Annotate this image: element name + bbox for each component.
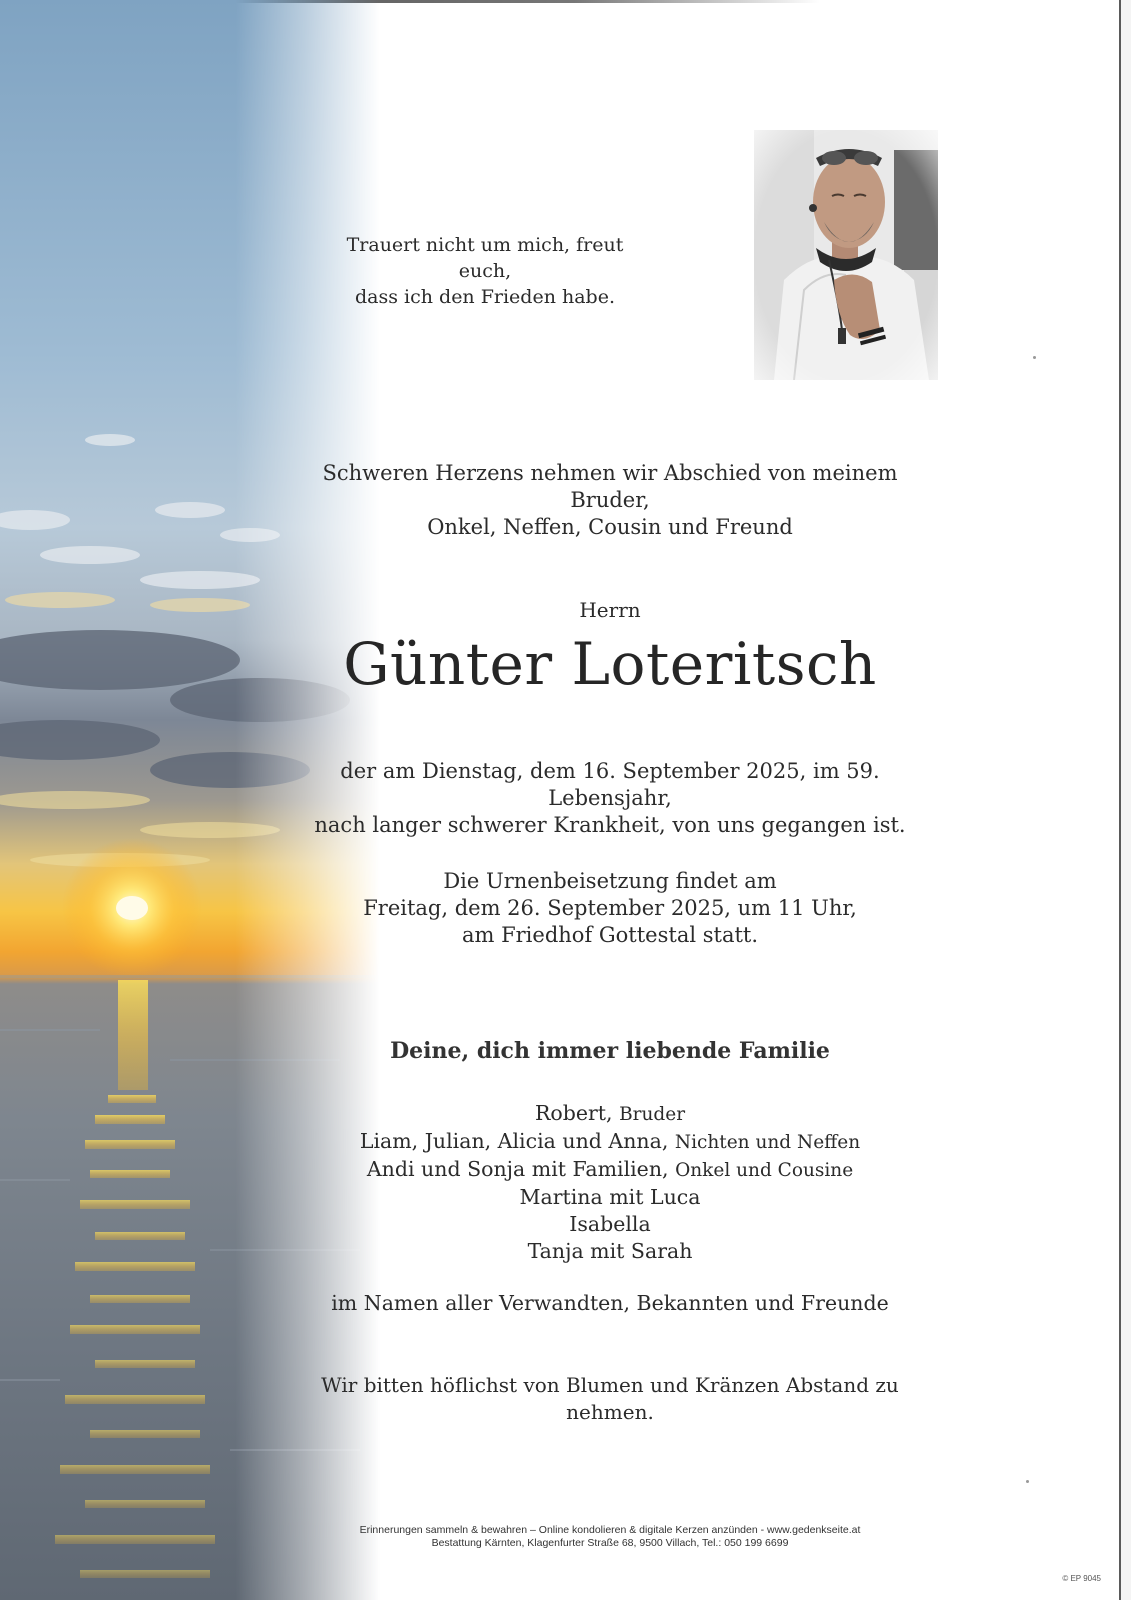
mourner-line <box>300 1184 920 1211</box>
mourner-line <box>300 1128 920 1156</box>
mourners-list <box>300 1100 920 1265</box>
scan-speck <box>1026 1480 1029 1483</box>
funeral-info <box>330 868 890 949</box>
funeral-line-1: Die Urnenbeisetzung findet am <box>443 869 777 893</box>
death-line-2: nach langer schwerer Krankheit, von uns gegangen ist. <box>314 813 906 837</box>
mourner-names: Liam, Julian, Alicia und Anna, <box>359 1129 669 1153</box>
footer-line-1: Erinnerungen sammeln & bewahren – Online kondolieren & digitale Kerzen anzünden - www.gedenkseite.at <box>359 1524 861 1536</box>
scan-speck <box>1033 356 1036 359</box>
memorial-quote <box>330 232 640 310</box>
footer <box>260 1524 960 1550</box>
mourner-line <box>300 1238 920 1265</box>
mourner-relation: Nichten und Neffen <box>674 1132 861 1153</box>
quote-line-1: Trauert nicht um mich, freut euch, <box>346 234 624 282</box>
family-heading: Deine, dich immer liebende Familie <box>390 1038 830 1064</box>
portrait-photo <box>754 130 938 380</box>
intro-line-2: Onkel, Neffen, Cousin und Freund <box>427 515 793 539</box>
flower-request: Wir bitten höflichst von Blumen und Kränzen Abstand zu nehmen. <box>321 1373 899 1424</box>
mourner-names: Martina mit Luca <box>519 1185 701 1209</box>
footer-line-2: Bestattung Kärnten, Klagenfurter Straße 68, 9500 Villach, Tel.: 050 199 6699 <box>431 1537 789 1549</box>
closing-line: im Namen aller Verwandten, Bekannten und Freunde <box>331 1291 889 1315</box>
mourner-names: Tanja mit Sarah <box>527 1239 693 1263</box>
mourner-relation: Onkel und Cousine <box>675 1160 854 1181</box>
mourner-line <box>300 1211 920 1238</box>
mourner-relation: Bruder <box>619 1104 686 1125</box>
funeral-line-3: am Friedhof Gottestal statt. <box>461 923 759 947</box>
death-line-1: der am Dienstag, dem 16. September 2025, im 59. Lebensjahr, <box>340 759 880 810</box>
scan-edge-right-shade <box>1121 0 1131 1600</box>
mourner-names: Andi und Sonja mit Familien, <box>366 1157 669 1181</box>
salutation: Herrn <box>579 598 641 622</box>
mourner-names: Robert, <box>534 1101 613 1125</box>
mourner-line <box>300 1100 920 1128</box>
deceased-name: Günter Loteritsch <box>343 630 877 698</box>
intro-line-1: Schweren Herzens nehmen wir Abschied von meinem Bruder, <box>322 461 898 512</box>
mourner-names: Isabella <box>569 1212 651 1236</box>
print-code: © EP 9045 <box>1062 1574 1101 1583</box>
funeral-line-2: Freitag, dem 26. September 2025, um 11 Uhr, <box>363 896 857 920</box>
death-notice <box>290 758 930 839</box>
quote-line-2: dass ich den Frieden habe. <box>355 286 615 308</box>
scan-edge-right <box>1119 0 1121 1600</box>
farewell-intro <box>290 460 930 541</box>
mourner-line <box>300 1156 920 1184</box>
